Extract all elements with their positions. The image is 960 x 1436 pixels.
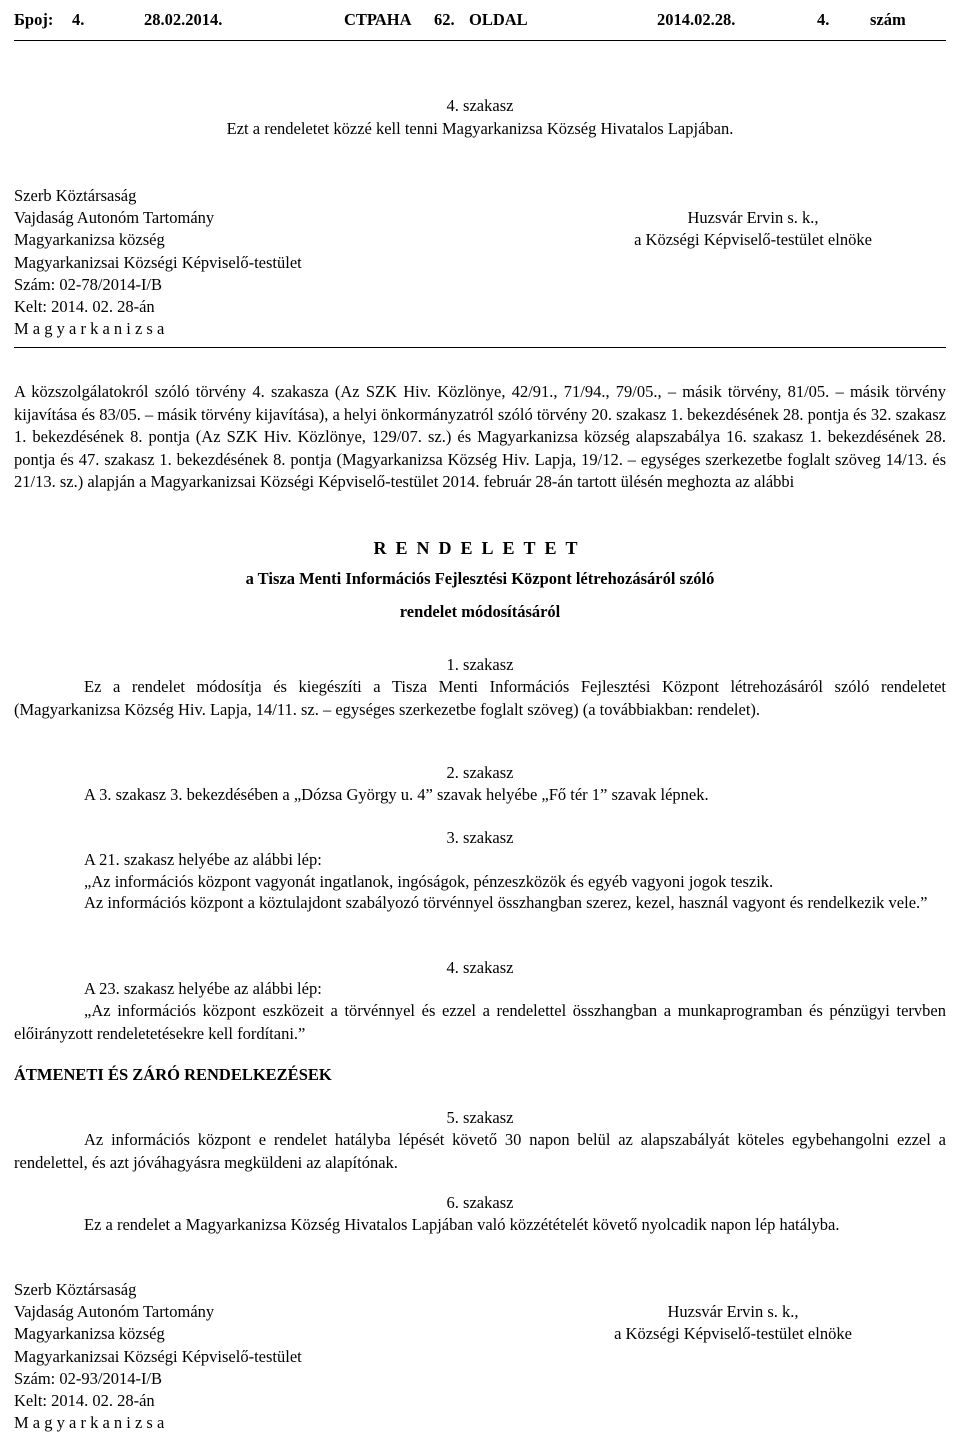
section-1-text: Ez a rendelet módosítja és kiegészíti a Tisza Menti Információs Fejlesztési Központ létrehozásáról szóló rendeletet (Magyarkanizsa Község Hiv. Lapja, 14/11. sz. – egységes szerkezetbe foglalt szöveg) (a továbbiakban: rendelet). [14, 677, 946, 719]
signatory-name: Huzsvár Ervin s. k., [667, 1302, 799, 1321]
section-6-heading: 6. szakasz [446, 1193, 514, 1212]
signature-block-left-2 [14, 1279, 302, 1434]
signatory-title: a Községi Képviselő-testület elnöke [614, 1324, 852, 1344]
section-6-text: Ez a rendelet a Magyarkanizsa Község Hivatalos Lapjában való közzétételét követő nyolcadik napon lép hatályba. [84, 1215, 840, 1234]
prev-section-heading: 4. szakasz [446, 96, 514, 115]
header-date-serbian: 28.02.2014. [144, 10, 223, 29]
sig-line: M a g y a r k a n i z s a [14, 319, 165, 339]
signature-block-right [560, 207, 946, 251]
header-broj: Број: [14, 10, 54, 29]
prev-section-text: Ezt a rendeletet közzé kell tenni Magyarkanizsa Község Hivatalos Lapjában. [226, 119, 734, 138]
sig-line: Magyarkanizsa község [14, 230, 165, 250]
sig-line: Vajdaság Autonóm Tartomány [14, 208, 215, 228]
section-4-heading: 4. szakasz [446, 958, 514, 977]
header-strana: СТРАНА [344, 10, 412, 29]
header-date-hungarian: 2014.02.28. [657, 10, 736, 29]
section-5-heading: 5. szakasz [446, 1108, 514, 1127]
signatory-title: a Községi Képviselő-testület elnöke [634, 230, 872, 250]
section-2-text: A 3. szakasz 3. bekezdésében a „Dózsa György u. 4” szavak helyébe „Fő tér 1” szavak lépnek. [84, 785, 709, 804]
section-4-paragraph-1: „Az információs központ eszközeit a törvénnyel és ezzel a rendelettel összhangban a munkaprogramban és pénzügyi tervben előirányzott rendeletetésekre kell fordítani.” [14, 1001, 946, 1043]
sig-line: Szerb Köztársaság [14, 1280, 137, 1299]
separator-rule [14, 347, 946, 348]
section-3-intro: A 21. szakasz helyébe az alábbi lép: [84, 850, 322, 869]
section-5-text: Az információs központ e rendelet hatályba lépését követő 30 napon belül az alapszabályát köteles egybehangolni ezzel a rendelettel, és azt jóváhagyásra megküldeni az alapítónak. [14, 1130, 946, 1172]
signatory-name: Huzsvár Ervin s. k., [687, 208, 819, 227]
header-number: 4. [72, 10, 85, 29]
document-title-line1: a Tisza Menti Információs Fejlesztési Központ létrehozásáról szóló [245, 569, 715, 588]
sig-line: Vajdaság Autonóm Tartomány [14, 1302, 215, 1322]
section-3-paragraph-1: „Az információs központ vagyonát ingatlanok, ingóságok, pénzeszközök és egyéb vagyoni jogok teszik. [84, 872, 774, 891]
sig-line: M a g y a r k a n i z s a [14, 1413, 165, 1433]
signature-block-right-2 [520, 1301, 946, 1345]
sig-line: Kelt: 2014. 02. 28-án [14, 1391, 155, 1411]
section-3-heading: 3. szakasz [446, 828, 514, 847]
document-title-line2: rendelet módosításáról [399, 602, 561, 621]
sig-line: Szerb Köztársaság [14, 186, 137, 205]
preamble: A közszolgálatokról szóló törvény 4. szakasza (Az SZK Hiv. Közlönye, 42/91., 71/94., 79/05., – másik törvény, 81/05. – másik törvény kijavítása és 83/05. – másik törvény kijavítása), a helyi önkormányzatról szóló törvény 20. szakasz 1. bekezdésének 28. pontja és 32. szakasz 1. bekezdésének 8. pontja (Az SZK Hiv. Közlönye, 129/07. sz.) és Magyarkanizsa község alapszabálya 16. szakasz 1. bekezdésének 28. pontja és 47. szakasz 1. bekezdésének 8. pontja (Magyarkanizsa Község Hiv. Lapja, 19/12. – egységes szerkezetbe foglalt szöveg 14/13. és 21/13. sz.) alapján a Magyarkanizsai Községi Képviselő-testület 2014. február 28-án tartott ülésén meghozta az alábbi [14, 382, 946, 491]
sig-line: Szám: 02-78/2014-I/B [14, 274, 163, 294]
sig-line: Kelt: 2014. 02. 28-án [14, 297, 155, 317]
final-provisions-heading: ÁTMENETI ÉS ZÁRÓ RENDELKEZÉSEK [14, 1065, 332, 1084]
header-szam: szám [870, 10, 906, 29]
sig-line: Szám: 02-93/2014-I/B [14, 1368, 163, 1388]
header-rule [14, 40, 946, 41]
section-1-heading: 1. szakasz [446, 655, 514, 674]
header-page-number: 62. [434, 10, 455, 29]
page-header [14, 10, 946, 32]
sig-line: Magyarkanizsa község [14, 1324, 165, 1344]
sig-line: Magyarkanizsai Községi Képviselő-testület [14, 1346, 302, 1366]
sig-line: Magyarkanizsai Községi Képviselő-testület [14, 252, 302, 272]
header-oldal: OLDAL [469, 10, 528, 29]
header-number-2: 4. [817, 10, 830, 29]
section-2-heading: 2. szakasz [446, 763, 514, 782]
signature-block-left [14, 185, 302, 340]
section-3-paragraph-2: Az információs központ a köztulajdont szabályozó törvénnyel összhangban szerez, kezel, használ vagyont és rendelkezik vele.” [84, 893, 928, 912]
section-4-intro: A 23. szakasz helyébe az alábbi lép: [84, 979, 322, 998]
document-type: RENDELETET [373, 538, 587, 558]
